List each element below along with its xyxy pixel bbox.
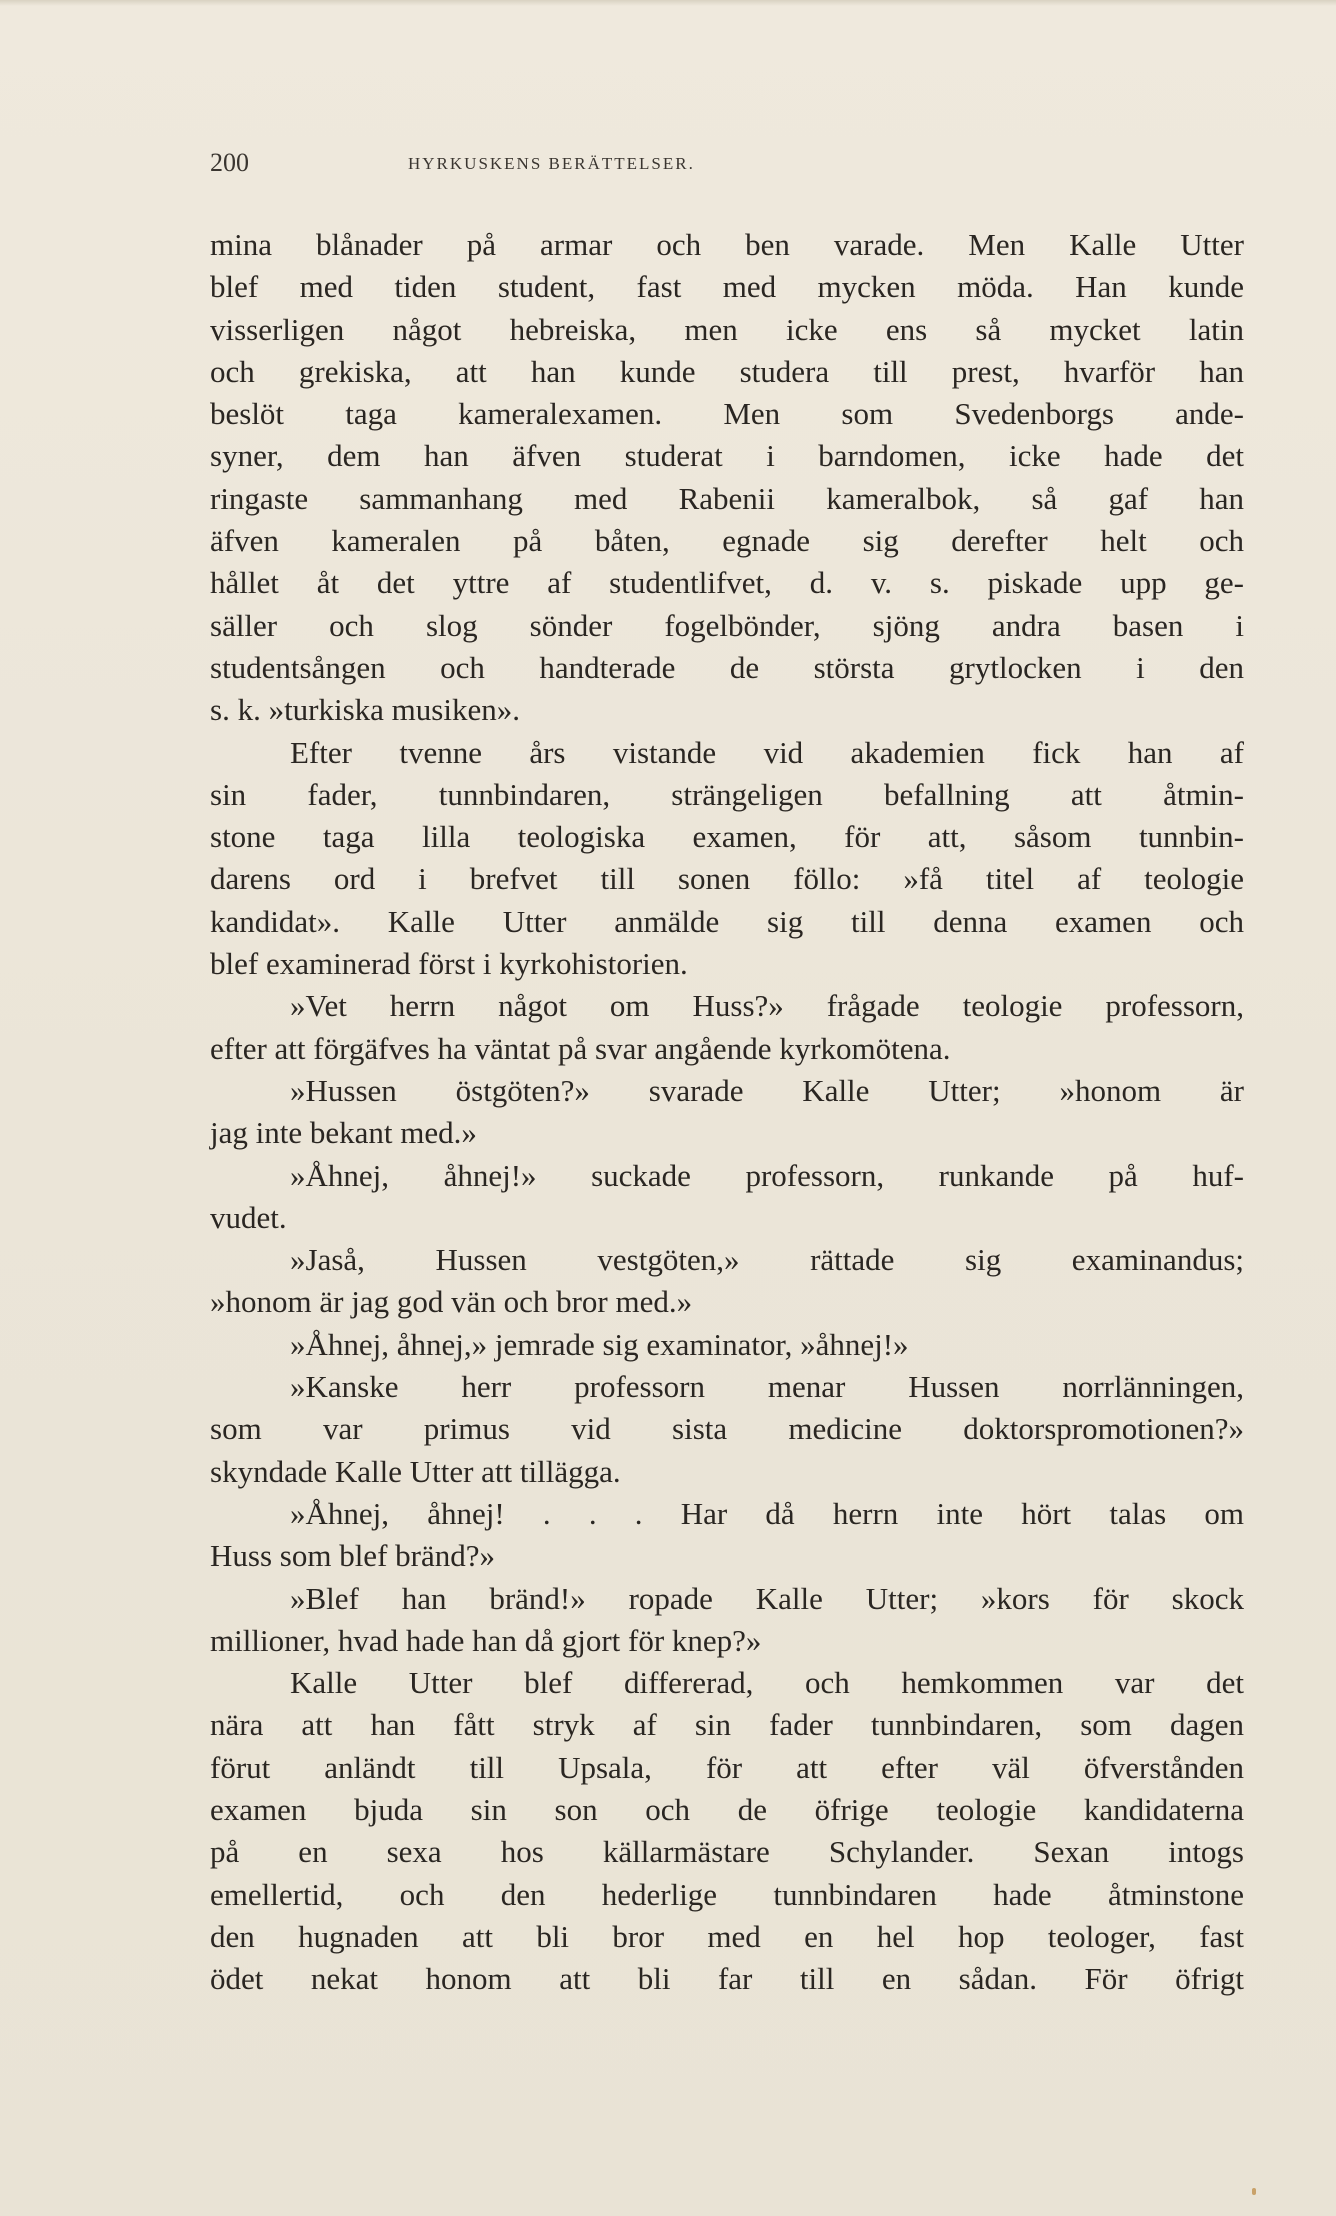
text-line: examen bjuda sin son och de öfrige teologie kandidaterna: [210, 1791, 1244, 1827]
text-line: »Åhnej, åhnej! . . . Har då herrn inte hört talas om: [290, 1495, 1244, 1531]
text-line: jag inte bekant med.»: [210, 1115, 477, 1151]
text-line: millioner, hvad hade han då gjort för knep?»: [210, 1622, 762, 1658]
page-number: 200: [210, 148, 249, 177]
text-line: äfven kameralen på båten, egnade sig derefter helt och: [210, 523, 1244, 559]
text-line: emellertid, och den hederlige tunnbindaren hade åtminstone: [210, 1876, 1244, 1912]
text-line: visserligen något hebreiska, men icke ens så mycket latin: [210, 311, 1244, 347]
text-line: beslöt taga kameralexamen. Men som Svedenborgs ande-: [210, 396, 1244, 432]
page-top-edge: [0, 0, 1336, 6]
text-line: nära att han fått stryk af sin fader tunnbindaren, som dagen: [210, 1707, 1244, 1743]
text-line: »honom är jag god vän och bror med.»: [210, 1284, 693, 1320]
text-line: på en sexa hos källarmästare Schylander. Sexan intogs: [210, 1834, 1244, 1870]
text-line: studentsången och handterade de största grytlocken i den: [210, 649, 1244, 685]
text-line: darens ord i brefvet till sonen föllo: »få titel af teologie: [210, 861, 1244, 897]
paper-speck: [1252, 2188, 1256, 2195]
text-line: »Åhnej, åhnej!» suckade professorn, runkande på huf-: [290, 1157, 1244, 1193]
text-line: s. k. »turkiska musiken».: [210, 692, 520, 728]
text-line: »Hussen östgöten?» svarade Kalle Utter; »honom är: [290, 1072, 1244, 1108]
text-line: vudet.: [210, 1199, 287, 1235]
text-line: Huss som blef bränd?»: [210, 1538, 495, 1574]
body-text: [210, 224, 1244, 2000]
text-line: ringaste sammanhang med Rabenii kameralbok, så gaf han: [210, 480, 1244, 516]
text-line: efter att förgäfves ha väntat på svar angående kyrkomötena.: [210, 1030, 951, 1066]
text-line: »Kanske herr professorn menar Hussen norrlänningen,: [290, 1369, 1244, 1405]
running-head: HYRKUSKENS BERÄTTELSER.: [408, 154, 695, 173]
text-line: »Åhnej, åhnej,» jemrade sig examinator, »åhnej!»: [290, 1326, 909, 1362]
text-line: stone taga lilla teologiska examen, för att, såsom tunnbin-: [210, 819, 1244, 855]
text-line: kandidat». Kalle Utter anmälde sig till denna examen och: [210, 903, 1244, 939]
text-line: hållet åt det yttre af studentlifvet, d. v. s. piskade upp ge-: [210, 565, 1244, 601]
page-header: [210, 148, 1240, 188]
text-line: den hugnaden att bli bror med en hel hop teologer, fast: [210, 1918, 1244, 1954]
text-line: sin fader, tunnbindaren, strängeligen befallning att åtmin-: [210, 776, 1244, 812]
text-line: som var primus vid sista medicine doktorspromotionen?»: [210, 1411, 1244, 1447]
text-line: »Jaså, Hussen vestgöten,» rättade sig examinandus;: [290, 1242, 1244, 1278]
text-line: syner, dem han äfven studerat i barndomen, icke hade det: [210, 438, 1244, 474]
text-line: förut anländt till Upsala, för att efter väl öfverstånden: [210, 1749, 1244, 1785]
text-line: »Vet herrn något om Huss?» frågade teologie professorn,: [290, 988, 1244, 1024]
text-line: mina blånader på armar och ben varade. Men Kalle Utter: [210, 227, 1244, 262]
text-line: »Blef han bränd!» ropade Kalle Utter; »kors för skock: [290, 1580, 1244, 1616]
text-line: skyndade Kalle Utter att tillägga.: [210, 1453, 621, 1489]
text-line: och grekiska, att han kunde studera till prest, hvarför han: [210, 353, 1244, 389]
text-line: Kalle Utter blef differerad, och hemkommen var det: [290, 1665, 1244, 1701]
text-line: blef examinerad först i kyrkohistorien.: [210, 946, 688, 982]
text-line: Efter tvenne års vistande vid akademien fick han af: [290, 734, 1244, 770]
text-line: ödet nekat honom att bli far till en sådan. För öfrigt: [210, 1961, 1244, 1997]
text-line: säller och slog sönder fogelbönder, sjöng andra basen i: [210, 607, 1244, 643]
text-line: blef med tiden student, fast med mycken möda. Han kunde: [210, 269, 1244, 305]
